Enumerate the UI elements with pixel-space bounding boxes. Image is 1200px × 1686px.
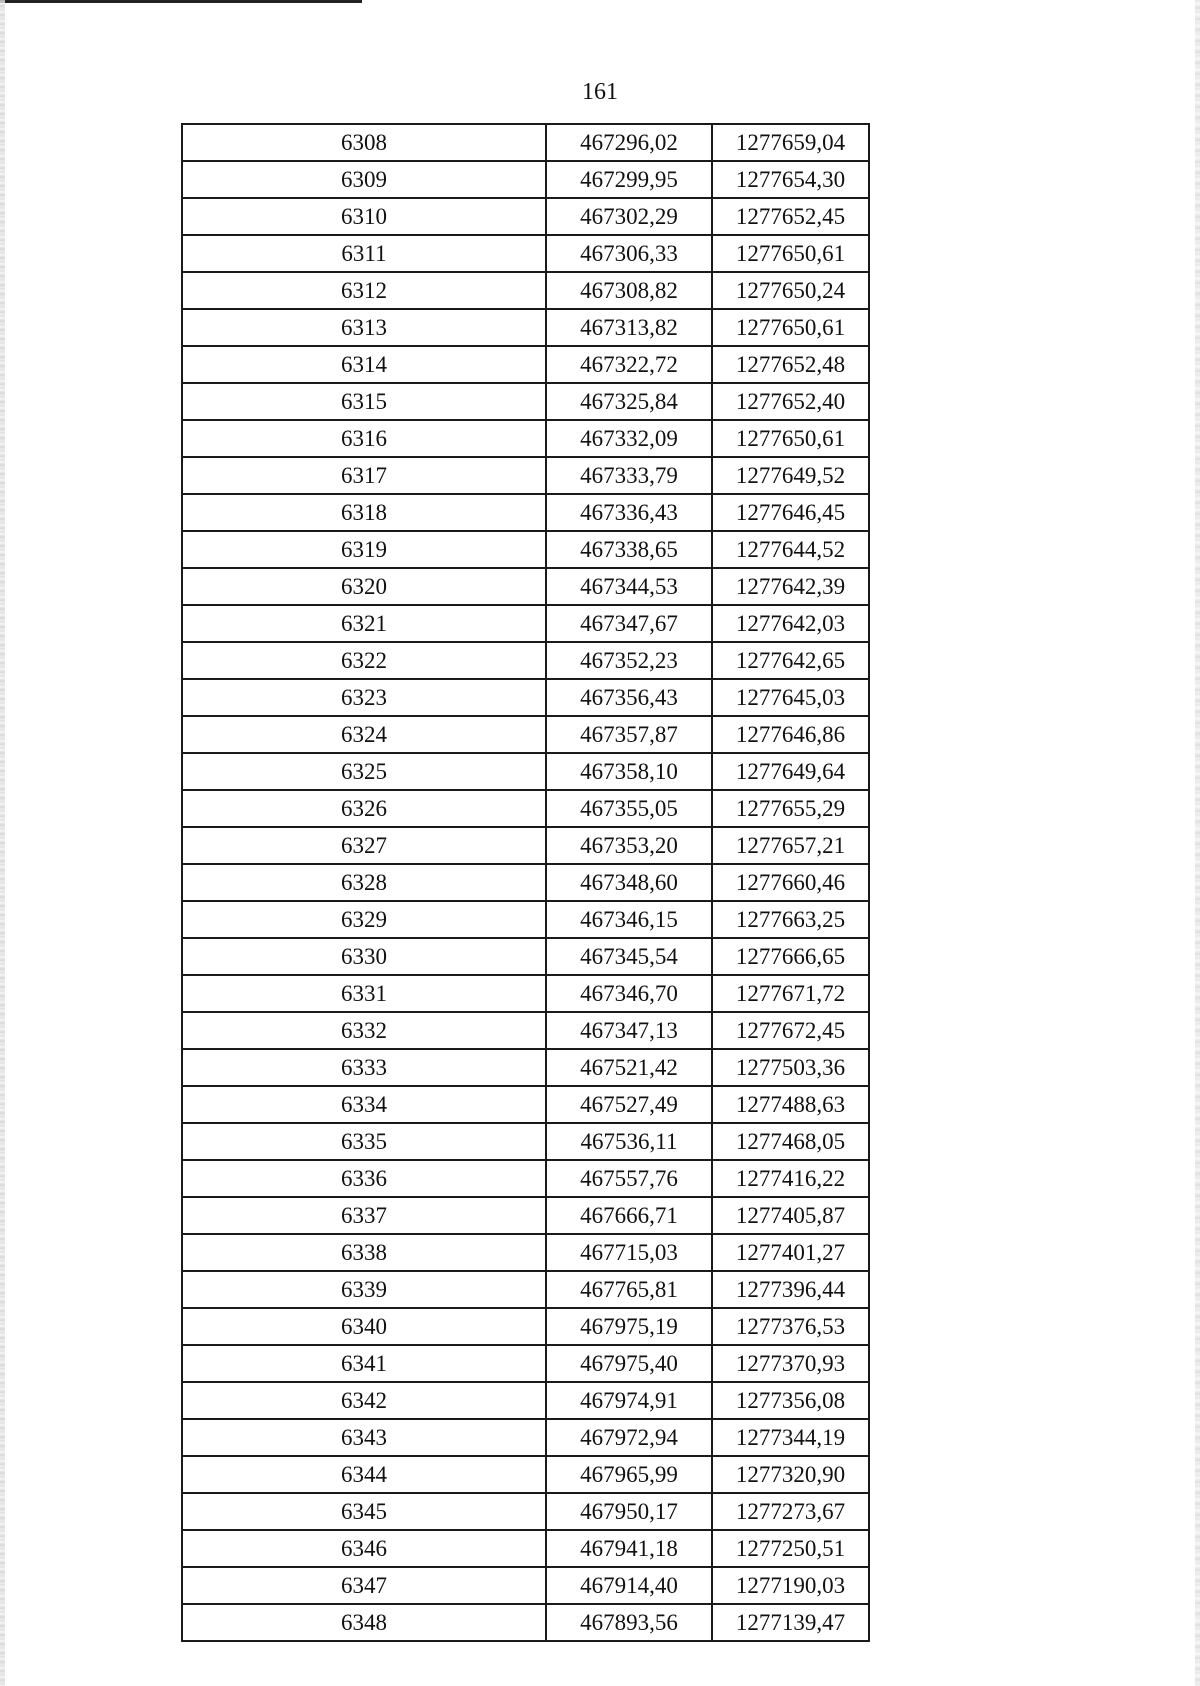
- point-number-cell: 6314: [182, 346, 546, 383]
- y-coordinate-cell: 1277652,45: [712, 198, 869, 235]
- x-coordinate-cell: 467344,53: [546, 568, 712, 605]
- x-coordinate-cell: 467358,10: [546, 753, 712, 790]
- y-coordinate-cell: 1277671,72: [712, 975, 869, 1012]
- y-coordinate-cell: 1277642,39: [712, 568, 869, 605]
- x-coordinate-cell: 467308,82: [546, 272, 712, 309]
- scan-top-line: [0, 0, 362, 3]
- x-coordinate-cell: 467313,82: [546, 309, 712, 346]
- x-coordinate-cell: 467356,43: [546, 679, 712, 716]
- x-coordinate-cell: 467965,99: [546, 1456, 712, 1493]
- x-coordinate-cell: 467521,42: [546, 1049, 712, 1086]
- table-row: [182, 420, 869, 457]
- table-row: [182, 568, 869, 605]
- point-number-cell: 6334: [182, 1086, 546, 1123]
- page-number: 161: [582, 79, 618, 105]
- y-coordinate-cell: 1277642,03: [712, 605, 869, 642]
- table-row: [182, 1604, 869, 1641]
- x-coordinate-cell: 467353,20: [546, 827, 712, 864]
- x-coordinate-cell: 467338,65: [546, 531, 712, 568]
- point-number-cell: 6337: [182, 1197, 546, 1234]
- table-row: [182, 1234, 869, 1271]
- y-coordinate-cell: 1277652,40: [712, 383, 869, 420]
- x-coordinate-cell: 467332,09: [546, 420, 712, 457]
- point-number-cell: 6348: [182, 1604, 546, 1641]
- y-coordinate-cell: 1277405,87: [712, 1197, 869, 1234]
- x-coordinate-cell: 467715,03: [546, 1234, 712, 1271]
- table-row: [182, 938, 869, 975]
- point-number-cell: 6321: [182, 605, 546, 642]
- y-coordinate-cell: 1277655,29: [712, 790, 869, 827]
- y-coordinate-cell: 1277650,24: [712, 272, 869, 309]
- point-number-cell: 6341: [182, 1345, 546, 1382]
- y-coordinate-cell: 1277649,64: [712, 753, 869, 790]
- y-coordinate-cell: 1277401,27: [712, 1234, 869, 1271]
- y-coordinate-cell: 1277663,25: [712, 901, 869, 938]
- table-row: [182, 864, 869, 901]
- y-coordinate-cell: 1277250,51: [712, 1530, 869, 1567]
- table-row: [182, 1049, 869, 1086]
- table-row: [182, 1419, 869, 1456]
- point-number-cell: 6327: [182, 827, 546, 864]
- y-coordinate-cell: 1277644,52: [712, 531, 869, 568]
- point-number-cell: 6324: [182, 716, 546, 753]
- y-coordinate-cell: 1277659,04: [712, 124, 869, 161]
- table-row: [182, 1086, 869, 1123]
- point-number-cell: 6330: [182, 938, 546, 975]
- scan-edge-left: [0, 0, 5, 1686]
- table-row: [182, 975, 869, 1012]
- table-row: [182, 346, 869, 383]
- x-coordinate-cell: 467333,79: [546, 457, 712, 494]
- y-coordinate-cell: 1277190,03: [712, 1567, 869, 1604]
- point-number-cell: 6332: [182, 1012, 546, 1049]
- y-coordinate-cell: 1277650,61: [712, 420, 869, 457]
- table-row: [182, 1012, 869, 1049]
- x-coordinate-cell: 467299,95: [546, 161, 712, 198]
- y-coordinate-cell: 1277503,36: [712, 1049, 869, 1086]
- x-coordinate-cell: 467950,17: [546, 1493, 712, 1530]
- y-coordinate-cell: 1277468,05: [712, 1123, 869, 1160]
- x-coordinate-cell: 467296,02: [546, 124, 712, 161]
- x-coordinate-cell: 467345,54: [546, 938, 712, 975]
- point-number-cell: 6316: [182, 420, 546, 457]
- table-row: [182, 1308, 869, 1345]
- x-coordinate-cell: 467346,70: [546, 975, 712, 1012]
- x-coordinate-cell: 467941,18: [546, 1530, 712, 1567]
- y-coordinate-cell: 1277660,46: [712, 864, 869, 901]
- point-number-cell: 6328: [182, 864, 546, 901]
- table-row: [182, 901, 869, 938]
- y-coordinate-cell: 1277649,52: [712, 457, 869, 494]
- y-coordinate-cell: 1277416,22: [712, 1160, 869, 1197]
- x-coordinate-cell: 467347,67: [546, 605, 712, 642]
- point-number-cell: 6346: [182, 1530, 546, 1567]
- y-coordinate-cell: 1277650,61: [712, 235, 869, 272]
- point-number-cell: 6320: [182, 568, 546, 605]
- y-coordinate-cell: 1277657,21: [712, 827, 869, 864]
- point-number-cell: 6312: [182, 272, 546, 309]
- point-number-cell: 6331: [182, 975, 546, 1012]
- table-row: [182, 1382, 869, 1419]
- x-coordinate-cell: 467355,05: [546, 790, 712, 827]
- x-coordinate-cell: 467666,71: [546, 1197, 712, 1234]
- point-number-cell: 6311: [182, 235, 546, 272]
- point-number-cell: 6315: [182, 383, 546, 420]
- table-row: [182, 716, 869, 753]
- point-number-cell: 6310: [182, 198, 546, 235]
- coordinates-table-body: [182, 124, 869, 1641]
- y-coordinate-cell: 1277646,86: [712, 716, 869, 753]
- coordinates-table: [181, 123, 870, 1642]
- y-coordinate-cell: 1277370,93: [712, 1345, 869, 1382]
- point-number-cell: 6318: [182, 494, 546, 531]
- point-number-cell: 6329: [182, 901, 546, 938]
- y-coordinate-cell: 1277488,63: [712, 1086, 869, 1123]
- table-row: [182, 1567, 869, 1604]
- table-row: [182, 1123, 869, 1160]
- y-coordinate-cell: 1277652,48: [712, 346, 869, 383]
- x-coordinate-cell: 467348,60: [546, 864, 712, 901]
- table-row: [182, 753, 869, 790]
- x-coordinate-cell: 467322,72: [546, 346, 712, 383]
- x-coordinate-cell: 467975,40: [546, 1345, 712, 1382]
- point-number-cell: 6342: [182, 1382, 546, 1419]
- point-number-cell: 6317: [182, 457, 546, 494]
- table-row: [182, 309, 869, 346]
- point-number-cell: 6326: [182, 790, 546, 827]
- table-row: [182, 679, 869, 716]
- x-coordinate-cell: 467893,56: [546, 1604, 712, 1641]
- point-number-cell: 6345: [182, 1493, 546, 1530]
- x-coordinate-cell: 467347,13: [546, 1012, 712, 1049]
- x-coordinate-cell: 467972,94: [546, 1419, 712, 1456]
- x-coordinate-cell: 467325,84: [546, 383, 712, 420]
- point-number-cell: 6347: [182, 1567, 546, 1604]
- table-row: [182, 1197, 869, 1234]
- x-coordinate-cell: 467357,87: [546, 716, 712, 753]
- scan-edge-right: [1195, 0, 1200, 1686]
- table-row: [182, 383, 869, 420]
- x-coordinate-cell: 467302,29: [546, 198, 712, 235]
- y-coordinate-cell: 1277320,90: [712, 1456, 869, 1493]
- x-coordinate-cell: 467557,76: [546, 1160, 712, 1197]
- y-coordinate-cell: 1277376,53: [712, 1308, 869, 1345]
- x-coordinate-cell: 467975,19: [546, 1308, 712, 1345]
- y-coordinate-cell: 1277396,44: [712, 1271, 869, 1308]
- point-number-cell: 6339: [182, 1271, 546, 1308]
- table-row: [182, 827, 869, 864]
- table-row: [182, 531, 869, 568]
- table-row: [182, 457, 869, 494]
- x-coordinate-cell: 467527,49: [546, 1086, 712, 1123]
- table-row: [182, 790, 869, 827]
- y-coordinate-cell: 1277642,65: [712, 642, 869, 679]
- y-coordinate-cell: 1277139,47: [712, 1604, 869, 1641]
- y-coordinate-cell: 1277356,08: [712, 1382, 869, 1419]
- point-number-cell: 6322: [182, 642, 546, 679]
- table-row: [182, 1530, 869, 1567]
- x-coordinate-cell: 467974,91: [546, 1382, 712, 1419]
- x-coordinate-cell: 467346,15: [546, 901, 712, 938]
- y-coordinate-cell: 1277646,45: [712, 494, 869, 531]
- table-row: [182, 272, 869, 309]
- point-number-cell: 6333: [182, 1049, 546, 1086]
- table-row: [182, 198, 869, 235]
- x-coordinate-cell: 467914,40: [546, 1567, 712, 1604]
- table-row: [182, 1160, 869, 1197]
- x-coordinate-cell: 467765,81: [546, 1271, 712, 1308]
- point-number-cell: 6319: [182, 531, 546, 568]
- table-row: [182, 1345, 869, 1382]
- y-coordinate-cell: 1277654,30: [712, 161, 869, 198]
- point-number-cell: 6313: [182, 309, 546, 346]
- table-row: [182, 1493, 869, 1530]
- y-coordinate-cell: 1277666,65: [712, 938, 869, 975]
- table-row: [182, 1456, 869, 1493]
- point-number-cell: 6340: [182, 1308, 546, 1345]
- table-row: [182, 124, 869, 161]
- x-coordinate-cell: 467352,23: [546, 642, 712, 679]
- point-number-cell: 6309: [182, 161, 546, 198]
- point-number-cell: 6325: [182, 753, 546, 790]
- x-coordinate-cell: 467306,33: [546, 235, 712, 272]
- point-number-cell: 6344: [182, 1456, 546, 1493]
- table-row: [182, 1271, 869, 1308]
- point-number-cell: 6308: [182, 124, 546, 161]
- point-number-cell: 6323: [182, 679, 546, 716]
- table-row: [182, 642, 869, 679]
- y-coordinate-cell: 1277672,45: [712, 1012, 869, 1049]
- table-row: [182, 494, 869, 531]
- y-coordinate-cell: 1277650,61: [712, 309, 869, 346]
- x-coordinate-cell: 467336,43: [546, 494, 712, 531]
- point-number-cell: 6336: [182, 1160, 546, 1197]
- point-number-cell: 6335: [182, 1123, 546, 1160]
- point-number-cell: 6338: [182, 1234, 546, 1271]
- point-number-cell: 6343: [182, 1419, 546, 1456]
- x-coordinate-cell: 467536,11: [546, 1123, 712, 1160]
- table-row: [182, 235, 869, 272]
- table-row: [182, 605, 869, 642]
- table-row: [182, 161, 869, 198]
- y-coordinate-cell: 1277645,03: [712, 679, 869, 716]
- y-coordinate-cell: 1277344,19: [712, 1419, 869, 1456]
- y-coordinate-cell: 1277273,67: [712, 1493, 869, 1530]
